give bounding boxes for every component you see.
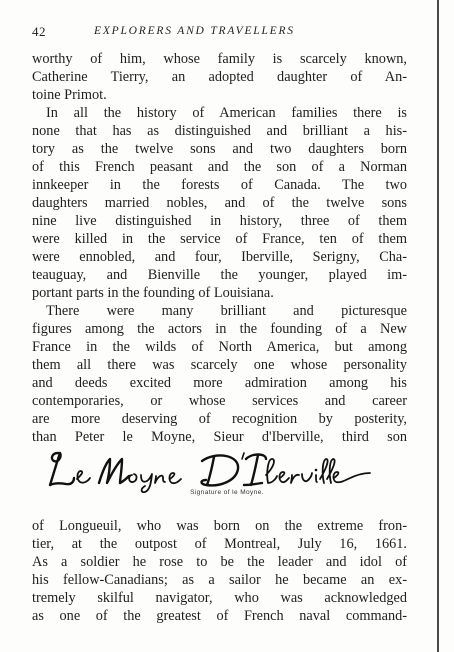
text-line: nine live distinguished in history, three of them bbox=[32, 213, 407, 229]
text-line: as one of the greatest of French naval command- bbox=[32, 608, 407, 624]
text-line: teauguay, and Bienville the younger, played im- bbox=[32, 267, 407, 283]
page-number: 42 bbox=[32, 24, 46, 39]
signature-caption: Signature of le Moyne. bbox=[190, 489, 264, 496]
text-line: of Longueuil, who was born on the extreme fron- bbox=[32, 518, 407, 534]
body-text-top bbox=[32, 50, 407, 446]
text-line: portant parts in the founding of Louisiana. bbox=[32, 285, 274, 301]
text-line: In all the history of American families there is bbox=[46, 105, 407, 121]
text-line: As a soldier he rose to be the leader and idol of bbox=[32, 554, 407, 570]
text-line: were ennobled, and four, Iberville, Serigny, Cha- bbox=[32, 249, 407, 265]
text-line: his fellow-Canadians; as a sailor he became an ex- bbox=[32, 572, 407, 588]
page-edge-rule bbox=[437, 0, 439, 652]
text-line: none that has as distinguished and brilliant a his- bbox=[32, 123, 407, 139]
text-line: were killed in the service of France, ten of them bbox=[32, 231, 407, 247]
text-line: and deeds excited more admiration among his bbox=[32, 375, 407, 391]
text-line: than Peter le Moyne, Sieur d'Iberville, third son bbox=[32, 429, 407, 445]
text-line: innkeeper in the forests of Canada. The two bbox=[32, 177, 407, 193]
text-line: tory as the twelve sons and two daughters born bbox=[32, 141, 407, 157]
body-text-bottom bbox=[32, 517, 407, 625]
text-line: of this French peasant and the son of a Norman bbox=[32, 159, 407, 175]
running-head: EXPLORERS AND TRAVELLERS bbox=[94, 25, 295, 37]
text-line: tier, at the outpost of Montreal, July 16, 1661. bbox=[32, 536, 407, 552]
text-line: Catherine Tierry, an adopted daughter of An- bbox=[32, 69, 407, 85]
text-line: are more deserving of recognition by posterity, bbox=[32, 411, 407, 427]
text-line: There were many brilliant and picturesque bbox=[46, 303, 407, 319]
text-line: figures among the actors in the founding of a New bbox=[32, 321, 407, 337]
page-header bbox=[32, 24, 407, 42]
text-line: them all there was scarcely one whose personality bbox=[32, 357, 407, 373]
text-line: France in the wilds of North America, but among bbox=[32, 339, 407, 355]
text-line: toine Primot. bbox=[32, 87, 107, 103]
text-line: contemporaries, or whose services and career bbox=[32, 393, 407, 409]
text-line: worthy of him, whose family is scarcely known, bbox=[32, 51, 407, 67]
text-line: tremely skilful navigator, who was acknowledged bbox=[32, 590, 407, 606]
text-line: daughters married nobles, and of the twelve sons bbox=[32, 195, 407, 211]
signature-image bbox=[44, 445, 374, 495]
